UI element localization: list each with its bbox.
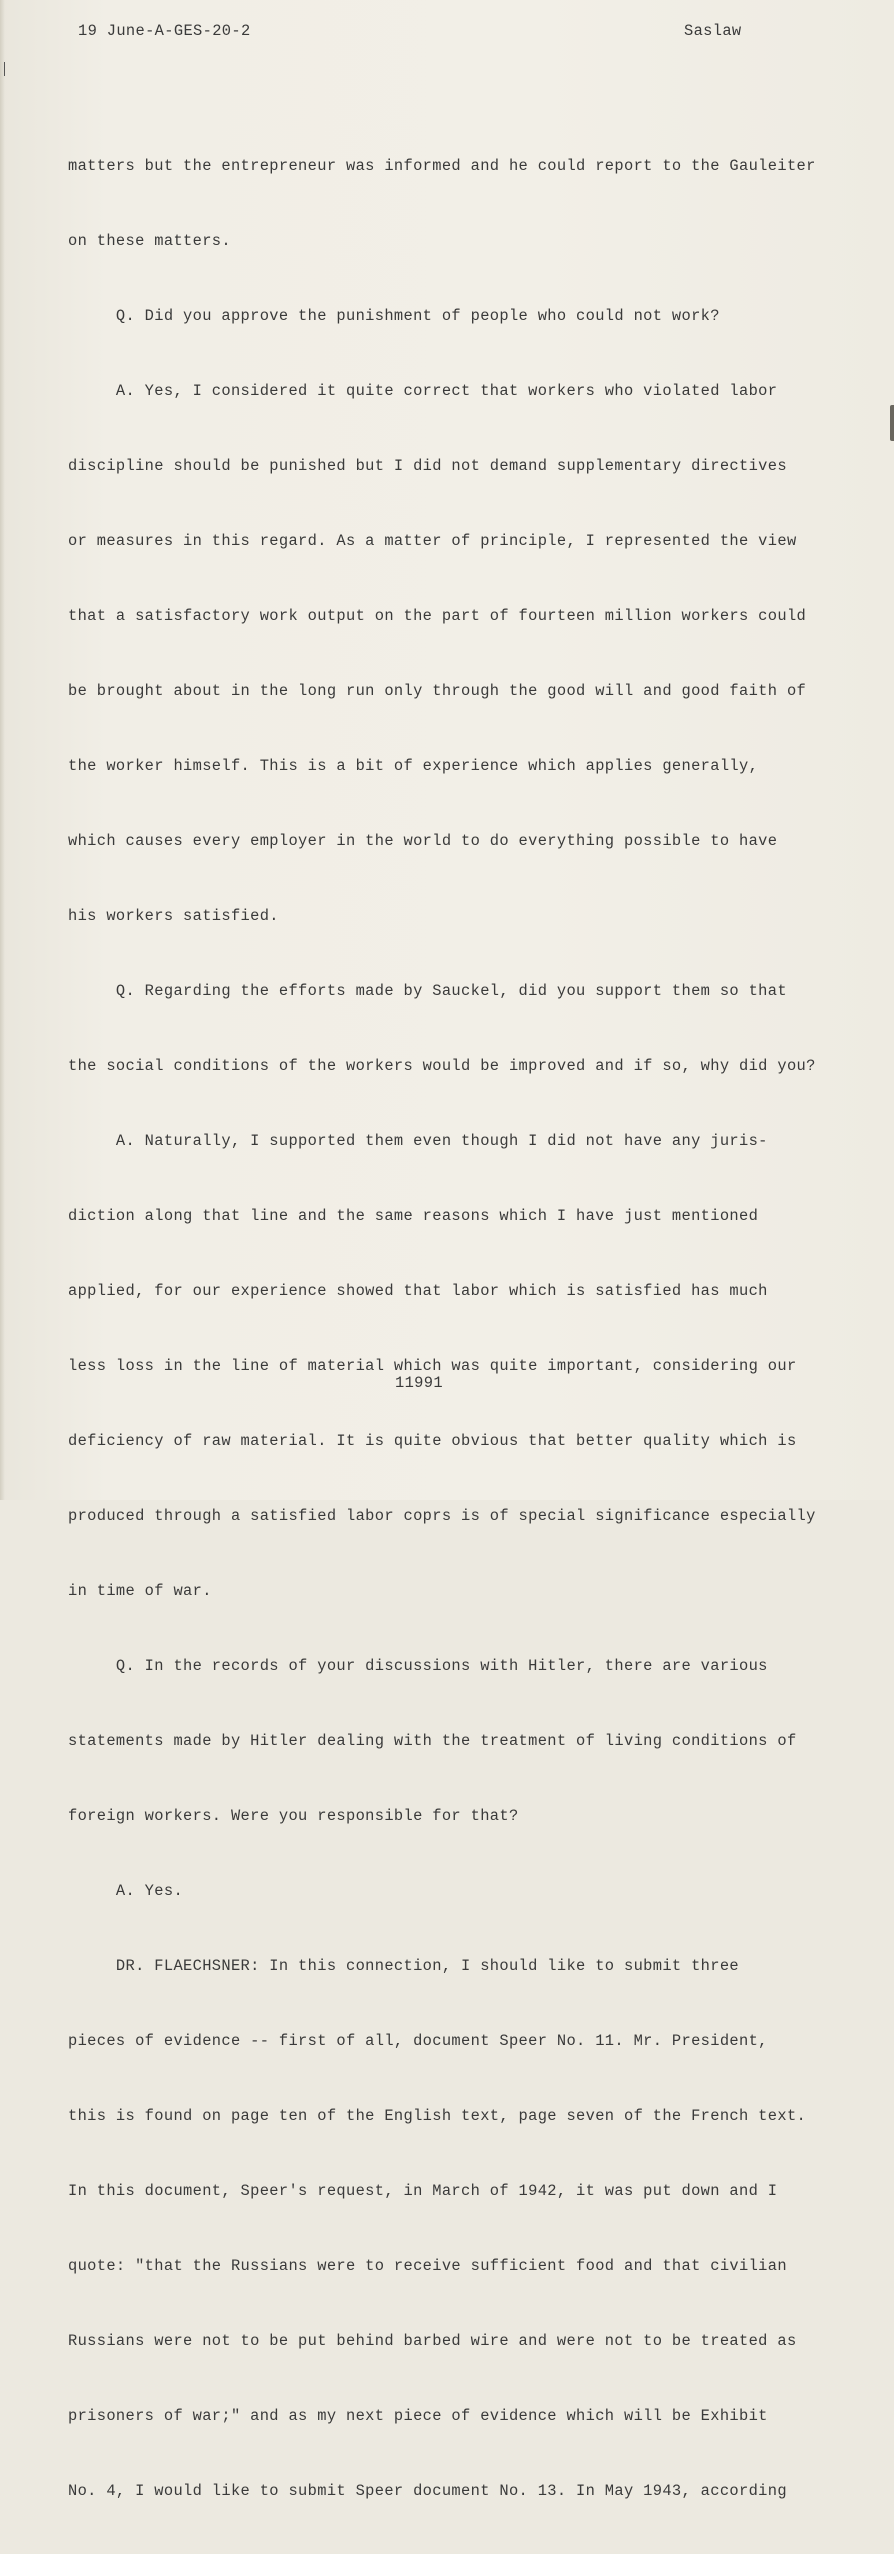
transcript-line: this is found on page ten of the English text, page seven of the French text. bbox=[68, 2107, 807, 2125]
transcript-line: that a satisfactory work output on the part of fourteen million workers could bbox=[68, 607, 807, 625]
transcript-line: DR. FLAECHSNER: In this connection, I should like to submit three bbox=[68, 1957, 740, 1975]
transcript-line: be brought about in the long run only through the good will and good faith of bbox=[68, 682, 807, 700]
binding-clip bbox=[890, 405, 894, 441]
transcript-line: in time of war. bbox=[68, 1582, 212, 1600]
transcript-body bbox=[68, 118, 868, 2554]
document-id: 19 June-A-GES-20-2 bbox=[78, 22, 251, 40]
transcript-line: foreign workers. Were you responsible for that? bbox=[68, 1807, 519, 1825]
margin-mark bbox=[4, 62, 5, 76]
transcript-line: the social conditions of the workers would be improved and if so, why did you? bbox=[68, 1057, 816, 1075]
transcript-line: In this document, Speer's request, in March of 1942, it was put down and I bbox=[68, 2182, 778, 2200]
transcript-line: diction along that line and the same reasons which I have just mentioned bbox=[68, 1207, 759, 1225]
transcript-line: pieces of evidence -- first of all, document Speer No. 11. Mr. President, bbox=[68, 2032, 768, 2050]
transcript-line: deficiency of raw material. It is quite obvious that better quality which is bbox=[68, 1432, 797, 1450]
paper-left-edge bbox=[0, 0, 5, 1500]
transcript-line: A. Yes. bbox=[68, 1882, 184, 1900]
transcript-line: Russians were not to be put behind barbed wire and were not to be treated as bbox=[68, 2332, 797, 2350]
transcript-line: which causes every employer in the world to do everything possible to have bbox=[68, 832, 778, 850]
transcript-line: A. Yes, I considered it quite correct that workers who violated labor bbox=[68, 382, 778, 400]
transcript-line: discipline should be punished but I did not demand supplementary directives bbox=[68, 457, 787, 475]
transcript-line: the worker himself. This is a bit of experience which applies generally, bbox=[68, 757, 759, 775]
transcript-line: Q. Did you approve the punishment of people who could not work? bbox=[68, 307, 720, 325]
transcript-line: on these matters. bbox=[68, 232, 231, 250]
transcript-line: or measures in this regard. As a matter of principle, I represented the view bbox=[68, 532, 797, 550]
transcript-line: statements made by Hitler dealing with the treatment of living conditions of bbox=[68, 1732, 797, 1750]
transcript-line: matters but the entrepreneur was informed and he could report to the Gauleiter bbox=[68, 157, 816, 175]
page-number: 11991 bbox=[395, 1374, 443, 1392]
transcript-line: applied, for our experience showed that labor which is satisfied has much bbox=[68, 1282, 768, 1300]
transcript-line: Q. Regarding the efforts made by Sauckel, did you support them so that bbox=[68, 982, 787, 1000]
transcript-line: No. 4, I would like to submit Speer document No. 13. In May 1943, according bbox=[68, 2482, 787, 2500]
transcript-line: Q. In the records of your discussions with Hitler, there are various bbox=[68, 1657, 768, 1675]
transcript-line: less loss in the line of material which was quite important, considering our bbox=[68, 1357, 797, 1375]
transcript-line: produced through a satisfied labor coprs is of special significance especially bbox=[68, 1507, 816, 1525]
transcript-line: quote: "that the Russians were to receive sufficient food and that civilian bbox=[68, 2257, 787, 2275]
reporter-name: Saslaw bbox=[684, 22, 742, 40]
transcript-line: his workers satisfied. bbox=[68, 907, 279, 925]
transcript-line: A. Naturally, I supported them even though I did not have any juris- bbox=[68, 1132, 768, 1150]
transcript-line: prisoners of war;" and as my next piece of evidence which will be Exhibit bbox=[68, 2407, 768, 2425]
